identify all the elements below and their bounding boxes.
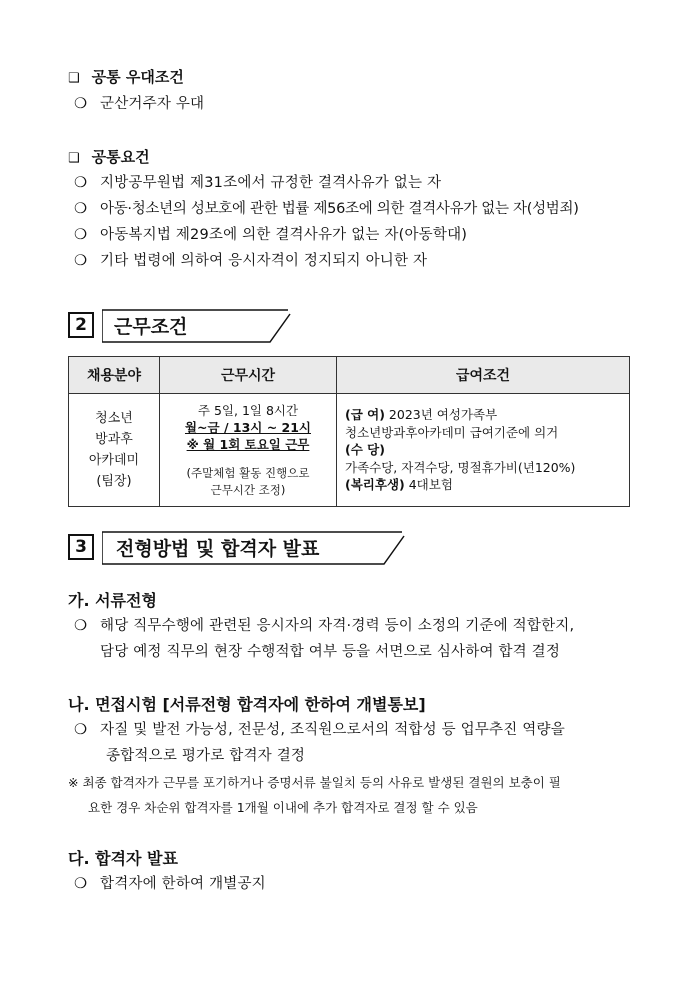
note-line: ※ 최종 합격자가 근무를 포기하거나 증명서류 불일치 등의 사유로 발생된 결원의 보충이 필 — [68, 775, 561, 790]
circle-bullet-icon: ❍ — [74, 96, 88, 112]
circle-bullet-icon: ❍ — [74, 253, 88, 269]
square-bullet-icon: ❑ — [68, 151, 80, 166]
list-item: ❍ 지방공무원법 제31조에서 규정한 결격사유가 없는 자 — [74, 175, 442, 191]
circle-bullet-icon: ❍ — [74, 876, 88, 892]
hours-cell: 주 5일, 1일 8시간 월~금 / 13시 ~ 21시 ※ 월 1회 토요일 근무 (주말체험 활동 진행으로 근무시간 조정) — [160, 394, 337, 507]
circle-bullet-icon: ❍ — [74, 618, 88, 634]
section-title: 전형방법 및 합격자 발표 — [116, 538, 320, 560]
list-item-continuation: 담당 예정 직무의 현장 수행적합 여부 등을 서면으로 심사하여 합격 결정 — [100, 644, 561, 660]
field-cell: 청소년 방과후 아카데미 (팀장) — [69, 394, 160, 507]
section-number: 3 — [68, 534, 94, 560]
common-requirements-heading: ❑ 공통요건 — [68, 148, 150, 166]
circle-bullet-icon: ❍ — [74, 722, 88, 738]
list-item: ❍ 군산거주자 우대 — [74, 96, 205, 112]
table-row — [69, 394, 630, 507]
table-header: 채용분야 — [69, 357, 160, 394]
document-screening-heading: 가. 서류전형 — [68, 591, 157, 610]
common-benefit-heading: ❑ 공통 우대조건 — [68, 68, 184, 86]
circle-bullet-icon: ❍ — [74, 175, 88, 191]
table-header: 급여조건 — [337, 357, 630, 394]
interview-heading: 나. 면접시험 [서류전형 합격자에 한하여 개별통보] — [68, 695, 426, 714]
section-title: 근무조건 — [114, 316, 188, 338]
square-bullet-icon: ❑ — [68, 71, 80, 86]
list-item: ❍ 아동·청소년의 성보호에 관한 법률 제56조에 의한 결격사유가 없는 자(성범죄) — [74, 201, 579, 217]
pay-cell: (급 여) 2023년 여성가족부 청소년방과후아카데미 급여기준에 의거 (수 당) 가족수당, 자격수당, 명절휴가비(년120%) (복리후생) 4대보험 — [337, 394, 630, 507]
section-number: 2 — [68, 312, 94, 338]
circle-bullet-icon: ❍ — [74, 227, 88, 243]
list-item: ❍ 합격자에 한하여 개별공지 — [74, 876, 266, 892]
table-header-row — [69, 357, 630, 394]
announcement-heading: 다. 합격자 발표 — [68, 849, 178, 868]
list-item: ❍ 자질 및 발전 가능성, 전문성, 조직원으로서의 적합성 등 업무추진 역량을 — [74, 722, 565, 738]
list-item: ❍ 기타 법령에 의하여 응시자격이 정지되지 아니한 자 — [74, 253, 428, 269]
list-item: ❍ 해당 직무수행에 관련된 응시자의 자격·경력 등이 소정의 기준에 적합한지, — [74, 618, 575, 634]
work-conditions-table — [68, 356, 630, 507]
circle-bullet-icon: ❍ — [74, 201, 87, 217]
note-line: 요한 경우 차순위 합격자를 1개월 이내에 추가 합격자로 결정 할 수 있음 — [88, 800, 478, 815]
list-item: ❍ 아동복지법 제29조에 의한 결격사유가 없는 자(아동학대) — [74, 227, 468, 243]
list-item-continuation: 종합적으로 평가로 합격자 결정 — [106, 748, 306, 764]
table-header: 근무시간 — [160, 357, 337, 394]
